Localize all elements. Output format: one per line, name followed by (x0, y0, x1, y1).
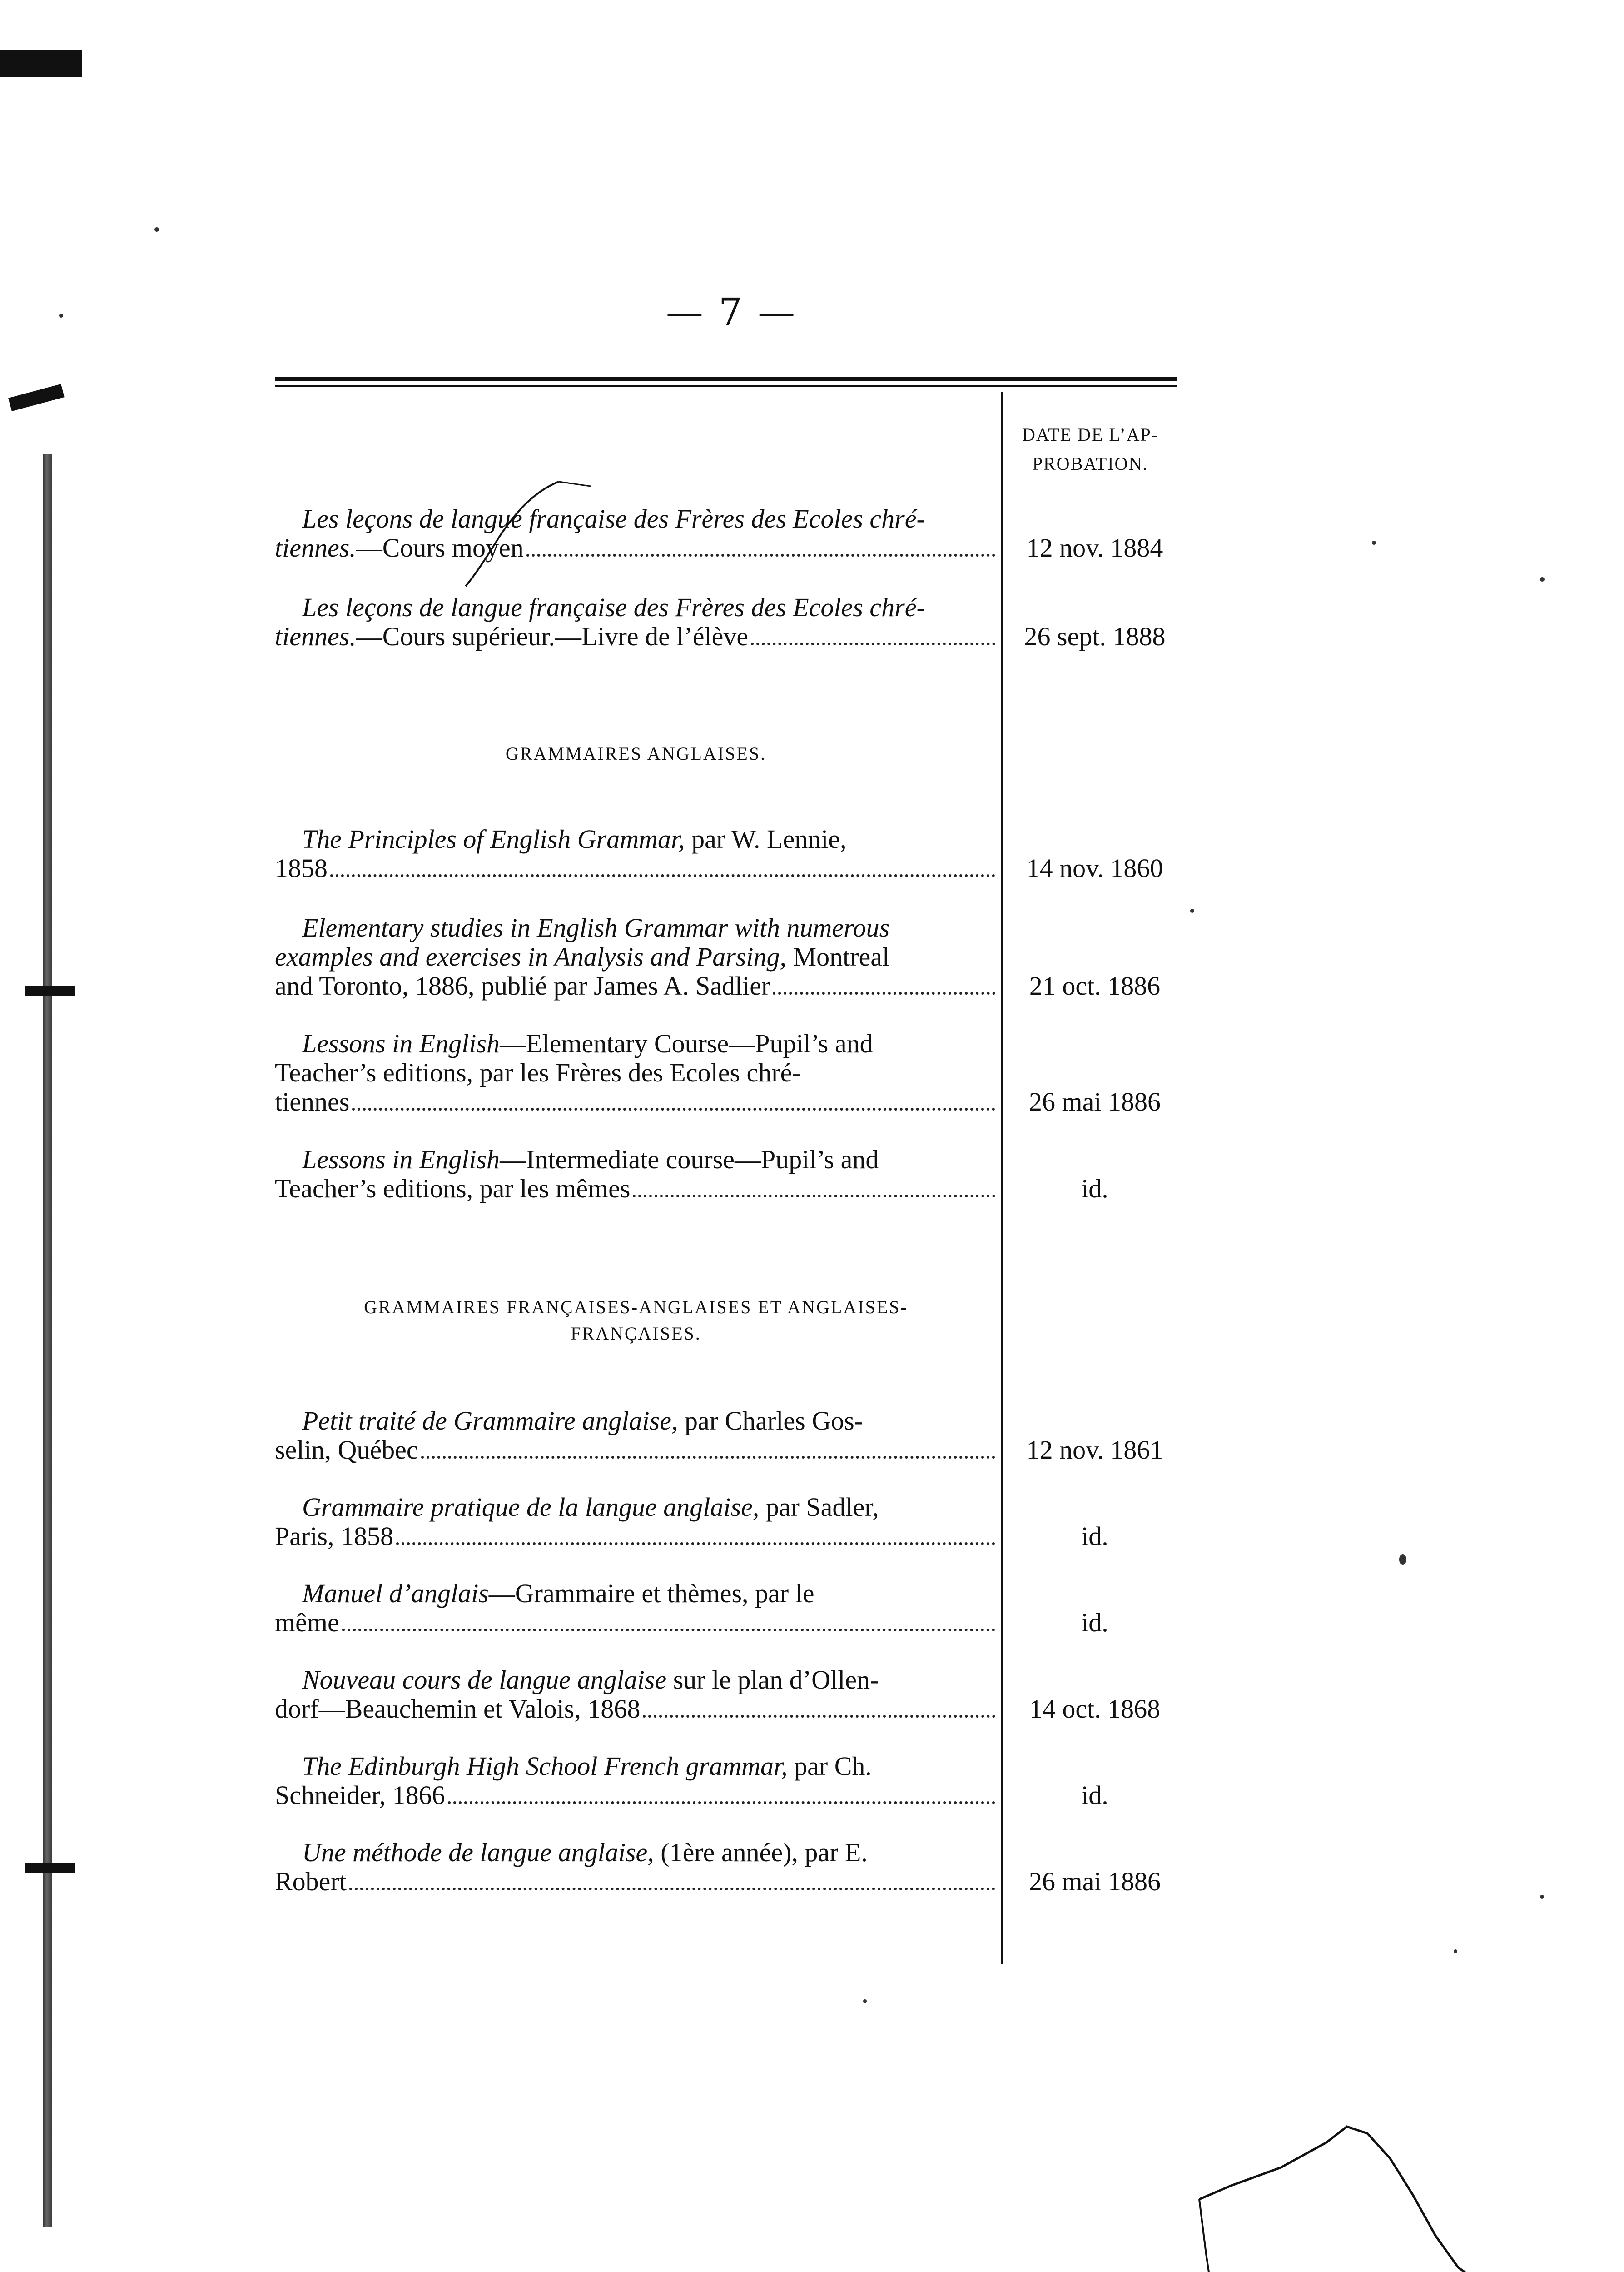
entry-title-line: Nouveau cours de langue anglaise sur le plan d’Ollen- (302, 1665, 879, 1694)
scan-speck (1190, 909, 1194, 913)
section-heading-line: FRANÇAISES. (571, 1323, 701, 1344)
scan-speck (863, 1999, 867, 2003)
date-header-line: PROBATION. (1032, 453, 1148, 474)
section-heading: GRAMMAIRES ANGLAISES. (505, 743, 767, 764)
dot-leader (643, 1715, 995, 1718)
entry-line: Teacher’s editions, par les Frères des Ecoles chré- (275, 1058, 801, 1087)
entry-title-line: Petit traité de Grammaire anglaise, par Charles Gos- (302, 1406, 863, 1435)
page-number: — 7 — (665, 291, 797, 334)
dot-leader (448, 1801, 995, 1804)
approval-date: 14 oct. 1868 (1029, 1694, 1161, 1724)
list-entry (275, 1406, 997, 1465)
entry-line: Schneider, 1866 (275, 1781, 997, 1810)
entry-line: 1858 (275, 854, 997, 883)
section-heading-line: GRAMMAIRES FRANÇAISES-ANGLAISES ET ANGLAISES- (364, 1297, 908, 1317)
binding-edge-mark (25, 986, 75, 996)
binding-edge-shadow (43, 454, 52, 2227)
list-entry (275, 504, 997, 563)
approval-date: 26 sept. 1888 (1024, 622, 1166, 651)
entry-title-line: Les leçons de langue française des Frères des Ecoles chré- (302, 593, 925, 622)
header-rule (275, 385, 1177, 387)
entry-title-line: The Edinburgh High School French grammar, par Ch. (302, 1751, 872, 1781)
entry-title-line: Une méthode de langue anglaise, (1ère année), par E. (302, 1838, 868, 1867)
entry-line: Teacher’s editions, par les mêmes (275, 1174, 997, 1203)
scan-speck (1454, 1949, 1457, 1953)
entry-line: tiennes.—Cours supérieur.—Livre de l’élève (275, 622, 997, 651)
entry-line: and Toronto, 1886, publié par James A. Sadlier (275, 972, 997, 1001)
dot-leader (330, 874, 995, 877)
dot-leader (751, 643, 995, 645)
entry-line: selin, Québec (275, 1435, 997, 1465)
column-divider (1001, 392, 1003, 1964)
approval-date: 12 nov. 1861 (1026, 1435, 1163, 1465)
list-entry (275, 1665, 997, 1724)
approval-date: id. (1081, 1608, 1108, 1637)
entry-title-line: Les leçons de langue française des Frères des Ecoles chré- (302, 504, 925, 533)
dot-leader (352, 1108, 995, 1111)
dot-leader (421, 1456, 995, 1459)
approval-date: 14 nov. 1860 (1026, 853, 1163, 883)
pen-scribble (1190, 2118, 1508, 2272)
list-entry (275, 1579, 997, 1637)
entry-title-line: Elementary studies in English Grammar with numerous (302, 913, 890, 942)
entry-title-line: Lessons in English—Elementary Course—Pupil’s and (302, 1029, 873, 1058)
list-entry (275, 1493, 997, 1551)
scan-speck (59, 314, 63, 318)
approval-date: 12 nov. 1884 (1026, 533, 1163, 563)
header-rule (275, 377, 1177, 381)
entry-line: même (275, 1608, 997, 1637)
dot-leader (349, 1888, 995, 1890)
list-entry (275, 1145, 997, 1203)
pen-stroke (445, 473, 627, 591)
binding-edge-mark (25, 1863, 75, 1873)
approval-date: id. (1081, 1780, 1108, 1810)
date-header-line: DATE DE L’AP- (1022, 424, 1159, 445)
scan-speck (1372, 541, 1376, 545)
list-entry (275, 913, 997, 1001)
dot-leader (773, 992, 995, 995)
dot-leader (633, 1195, 995, 1197)
dot-leader (342, 1629, 995, 1631)
approval-date: id. (1081, 1174, 1108, 1203)
approval-date: 26 mai 1886 (1029, 1087, 1161, 1116)
entry-line: Robert (275, 1867, 997, 1896)
approval-date: id. (1081, 1521, 1108, 1551)
binding-edge-mark (0, 50, 82, 77)
dot-leader (396, 1542, 995, 1545)
scan-speck (1540, 1895, 1544, 1899)
list-entry (275, 593, 997, 651)
entry-line: tiennes (275, 1087, 997, 1116)
approval-date: 26 mai 1886 (1029, 1867, 1161, 1896)
list-entry (275, 1029, 997, 1116)
entry-line: examples and exercises in Analysis and Parsing, Montreal (275, 942, 890, 972)
scan-speck (1540, 577, 1545, 582)
entry-title-line: Lessons in English—Intermediate course—Pupil’s and (302, 1145, 879, 1174)
approval-date: 21 oct. 1886 (1029, 971, 1161, 1001)
list-entry (275, 1752, 997, 1810)
entry-line: dorf—Beauchemin et Valois, 1868 (275, 1694, 997, 1724)
section-heading (275, 1294, 997, 1347)
entry-line: Paris, 1858 (275, 1522, 997, 1551)
list-entry (275, 825, 997, 883)
list-entry (275, 1838, 997, 1896)
scan-speck (154, 227, 159, 232)
entry-title-line: Grammaire pratique de la langue anglaise, par Sadler, (302, 1492, 879, 1522)
entry-line: tiennes.—Cours moyen (275, 533, 997, 563)
scan-speck (1399, 1554, 1406, 1565)
date-column-header (997, 420, 1183, 478)
entry-title-line: Manuel d’anglais—Grammaire et thèmes, par le (302, 1579, 814, 1608)
entry-title-line: The Principles of English Grammar, par W. Lennie, (302, 824, 847, 854)
